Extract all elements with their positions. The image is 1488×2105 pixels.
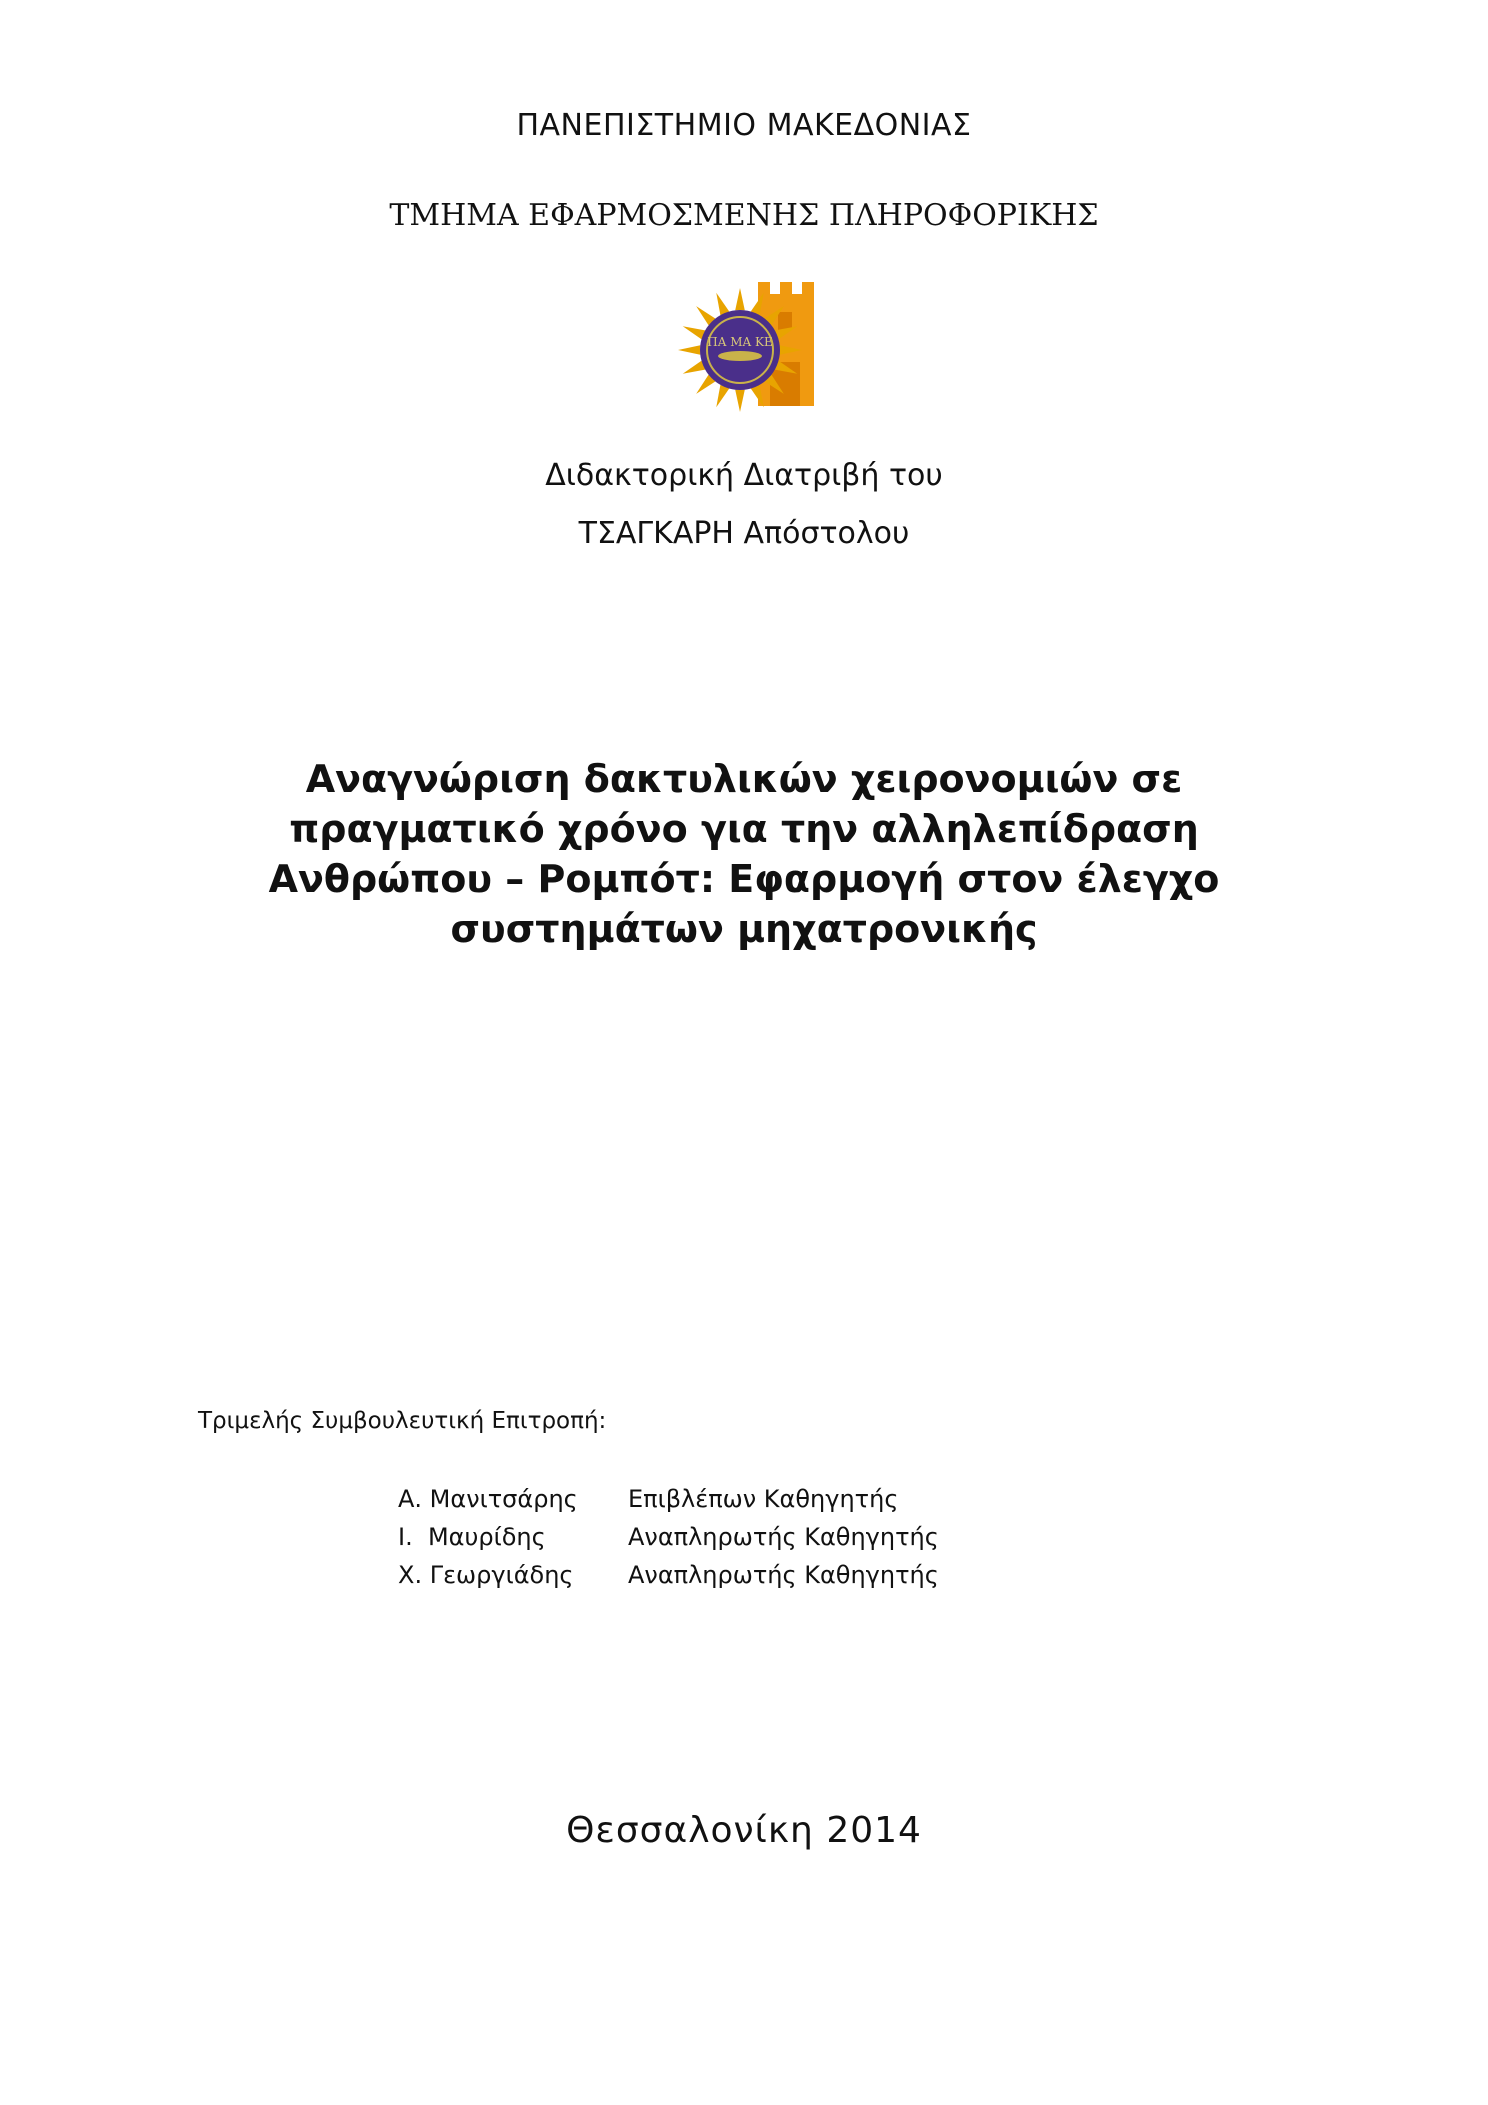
seal-text: ΠΑ ΜΑ ΚΕ bbox=[707, 335, 773, 349]
title-line: πραγματικό χρόνο για την αλληλεπίδραση bbox=[289, 807, 1199, 851]
committee-member bbox=[398, 1556, 939, 1594]
sun-ray bbox=[735, 288, 745, 310]
sun-ray bbox=[678, 345, 700, 355]
sun-ray bbox=[716, 293, 729, 315]
committee-member bbox=[398, 1518, 939, 1556]
member-name: Α. Μανιτσάρης bbox=[398, 1485, 578, 1513]
thesis-title bbox=[0, 754, 1488, 954]
sun-ray bbox=[716, 385, 729, 407]
member-role: Αναπληρωτής Καθηγητής bbox=[628, 1523, 939, 1551]
committee-list bbox=[398, 1480, 939, 1594]
title-line: Αναγνώριση δακτυλικών χειρονομιών σε bbox=[305, 757, 1183, 801]
department-name: ΤΜΗΜΑ ΕΦΑΡΜΟΣΜΕΝΗΣ ΠΛΗΡΟΦΟΡΙΚΗΣ bbox=[389, 198, 1099, 233]
committee-member bbox=[398, 1480, 939, 1518]
sun-ray bbox=[683, 326, 705, 339]
university-name: ΠΑΝΕΠΙΣΤΗΜΙΟ ΜΑΚΕΔΟΝΙΑΣ bbox=[516, 108, 972, 143]
member-name: Ι. Μαυρίδης bbox=[398, 1523, 546, 1551]
member-name: Χ. Γεωργιάδης bbox=[398, 1561, 574, 1589]
sun-ray bbox=[735, 390, 745, 412]
university-seal-icon bbox=[670, 272, 830, 422]
place-and-year: Θεσσαλονίκη 2014 bbox=[566, 1810, 922, 1851]
thesis-type: Διδακτορική Διατριβή του bbox=[545, 458, 943, 493]
title-line: συστημάτων μηχατρονικής bbox=[450, 907, 1038, 951]
committee-heading: Τριμελής Συμβουλευτική Επιτροπή: bbox=[198, 1408, 607, 1434]
title-line: Ανθρώπου – Ρομπότ: Εφαρμογή στον έλεγχο bbox=[268, 857, 1220, 901]
sun-ray bbox=[683, 361, 705, 374]
author-name: ΤΣΑΓΚΑΡΗ Απόστολου bbox=[578, 516, 910, 551]
member-role: Επιβλέπων Καθηγητής bbox=[628, 1485, 899, 1513]
member-role: Αναπληρωτής Καθηγητής bbox=[628, 1561, 939, 1589]
seal-disc bbox=[700, 310, 780, 390]
